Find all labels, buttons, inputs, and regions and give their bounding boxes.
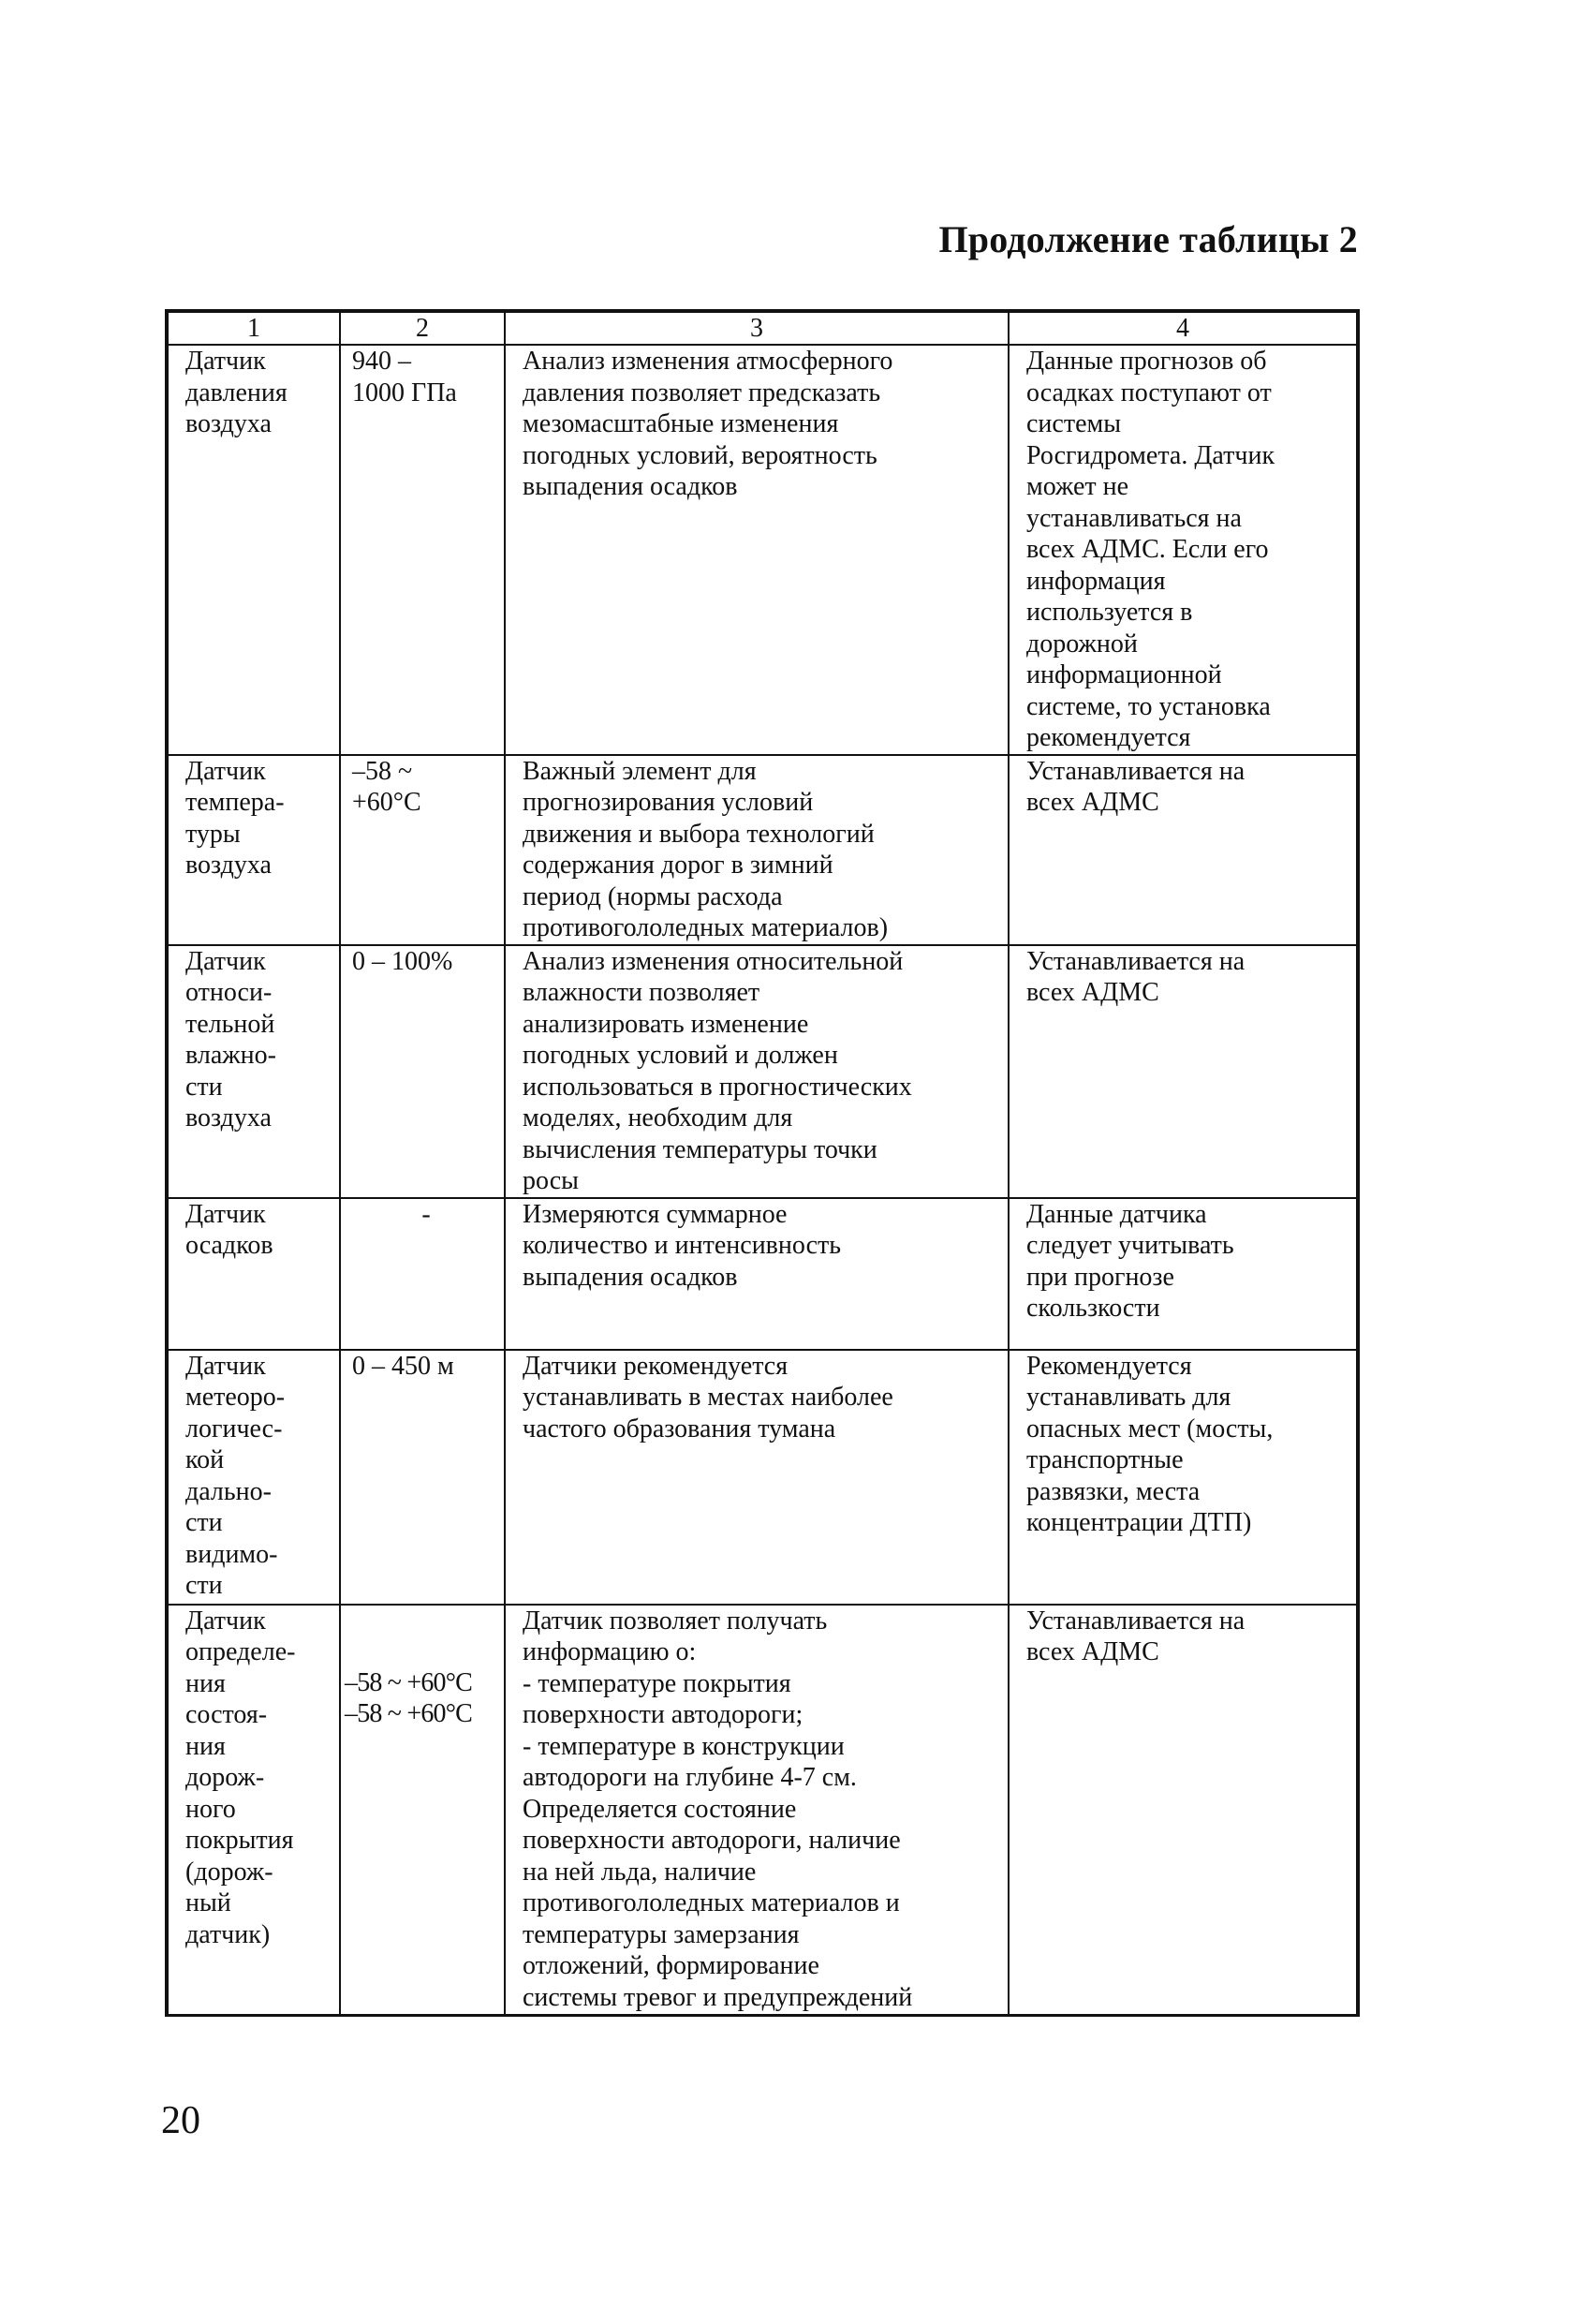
sensor-range: -	[340, 1198, 505, 1350]
sensor-description: Анализ изменения относительной влажности позволяет анализировать изменение погодных условий и должен использоваться в прогностических моделях, необходим для вычисления температуры точки росы	[505, 945, 1009, 1198]
table-header-row	[167, 311, 1358, 345]
sensor-name: Датчик относи- тельной влажно- сти воздуха	[167, 945, 340, 1198]
sensor-description: Анализ изменения атмосферного давления позволяет предсказать мезомасштабные изменения погодных условий, вероятность выпадения осадков	[505, 345, 1009, 755]
sensor-range: –58 ~ +60°С –58 ~ +60°С	[345, 1667, 473, 1728]
sensor-range: –58 ~ +60°С	[340, 755, 505, 945]
table-row-humidity	[167, 945, 1358, 1198]
sensor-description: Измеряются суммарное количество и интенсивность выпадения осадков	[505, 1198, 1009, 1350]
column-header-3: 3	[505, 311, 1009, 345]
sensor-description: Датчик позволяет получать информацию о: - температуре покрытия поверхности автодороги; - температуре в конструкции автодороги на глубине 4-7 см. Определяется состояние поверхности автодороги, наличие на ней льда, наличие противогололедных материалов и температуры замерзания отложений, формирование системы тревог и предупреждений	[505, 1605, 1009, 2016]
sensor-name: Датчик давления воздуха	[167, 345, 340, 755]
table-row-pressure	[167, 345, 1358, 755]
table-row-visibility	[167, 1350, 1358, 1605]
sensor-note: Данные прогнозов об осадках поступают от системы Росгидромета. Датчик может не устанавливаться на всех АДМС. Если его информация используется в дорожной информационной системе, то установка рекомендуется	[1009, 345, 1358, 755]
column-header-1: 1	[167, 311, 340, 345]
sensor-table	[165, 309, 1360, 2017]
range-spacer	[345, 1606, 504, 1636]
sensor-note: Рекомендуется устанавливать для опасных мест (мосты, транспортные развязки, места концентрации ДТП)	[1009, 1350, 1358, 1605]
sensor-note: Устанавливается на всех АДМС	[1009, 755, 1358, 945]
sensor-note: Устанавливается на всех АДМС	[1009, 1605, 1358, 2016]
sensor-note: Устанавливается на всех АДМС	[1009, 945, 1358, 1198]
sensor-range: 940 – 1000 ГПа	[340, 345, 505, 755]
sensor-name: Датчик осадков	[167, 1198, 340, 1350]
table-continuation-heading: Продолжение таблицы 2	[938, 218, 1358, 260]
sensor-name: Датчик темпера- туры воздуха	[167, 755, 340, 945]
sensor-name: Датчик определе- ния состоя- ния дорож- ного покрытия (дорож- ный датчик)	[167, 1605, 340, 2016]
sensor-name: Датчик метеоро- логичес- кой дально- сти видимо- сти	[167, 1350, 340, 1605]
table-row-road-surface	[167, 1605, 1358, 2016]
column-header-4: 4	[1009, 311, 1358, 345]
table-row-air-temperature	[167, 755, 1358, 945]
table-row-precipitation	[167, 1198, 1358, 1350]
sensor-description: Датчики рекомендуется устанавливать в местах наиболее частого образования тумана	[505, 1350, 1009, 1605]
page-number: 20	[161, 2099, 200, 2142]
sensor-range-cell	[340, 1605, 505, 2016]
sensor-range: 0 – 450 м	[340, 1350, 505, 1605]
sensor-note: Данные датчика следует учитывать при прогнозе скользкости	[1009, 1198, 1358, 1350]
range-spacer	[345, 1636, 504, 1667]
sensor-description: Важный элемент для прогнозирования условий движения и выбора технологий содержания дорог в зимний период (нормы расхода противогололедных материалов)	[505, 755, 1009, 945]
column-header-2: 2	[340, 311, 505, 345]
sensor-range: 0 – 100%	[340, 945, 505, 1198]
